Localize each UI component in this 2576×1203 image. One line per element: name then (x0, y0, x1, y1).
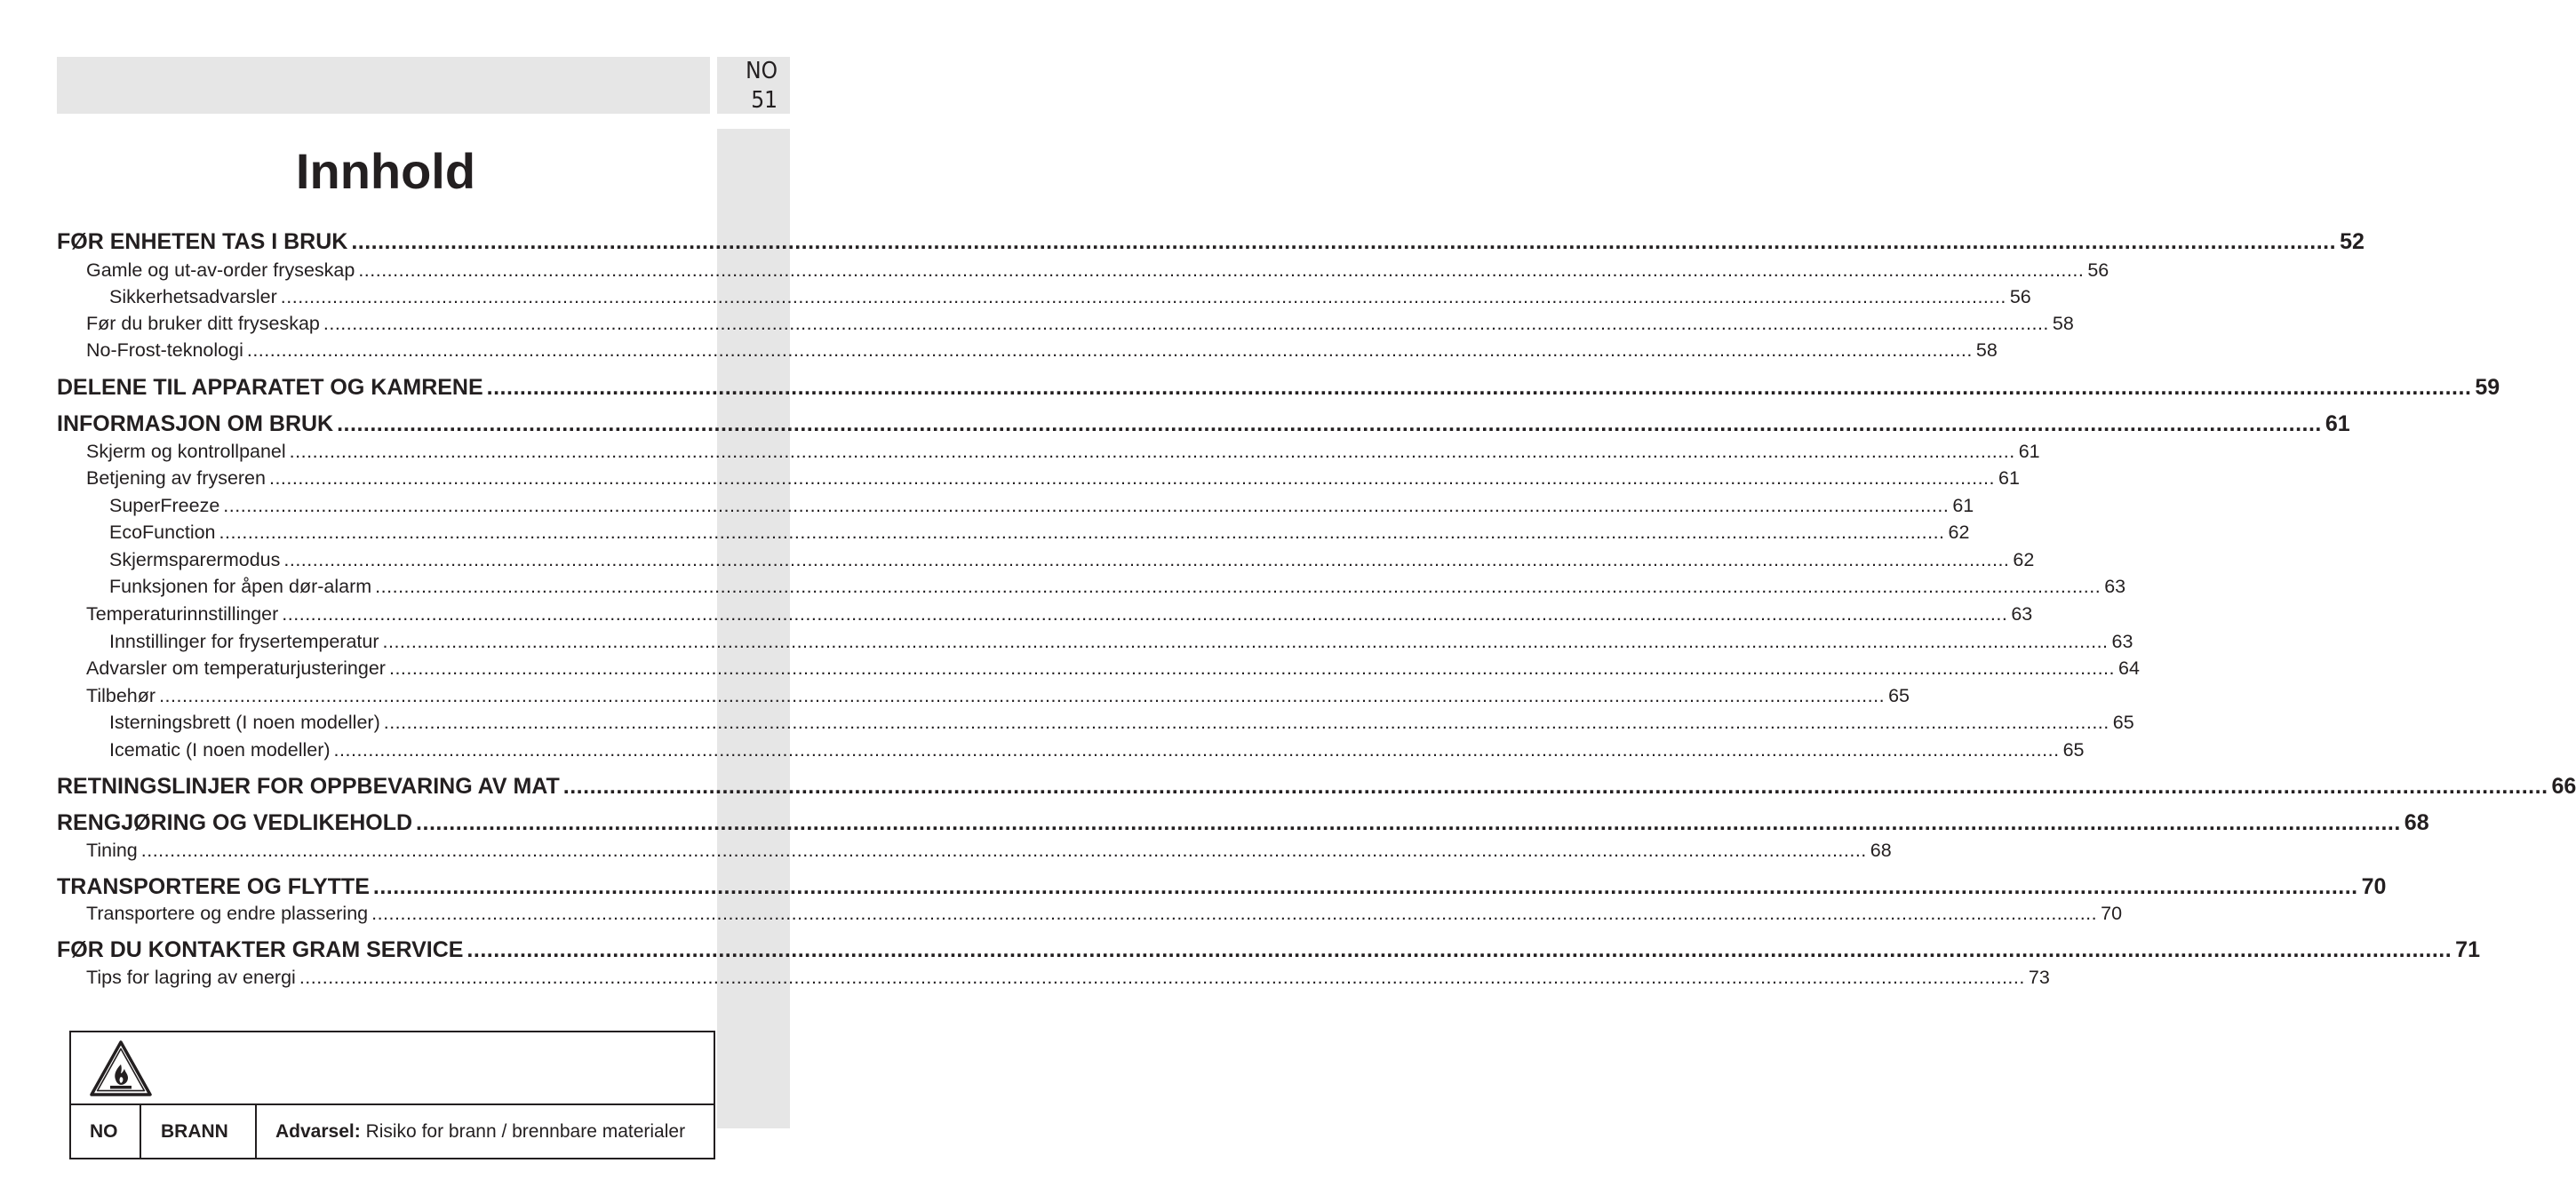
toc-leader-dots: ............................................................................................................................................................................................................................................................................................................ (280, 286, 2006, 307)
toc-leader-dots: ............................................................................................................................................................................................................................................................................................................ (282, 603, 2008, 625)
toc-entry[interactable] (86, 903, 2123, 925)
page-number: 51 (751, 87, 778, 114)
toc-leader-dots: ............................................................................................................................................................................................................................................................................................................ (299, 967, 2025, 988)
toc-entry[interactable] (86, 840, 1892, 862)
warning-language: NO (71, 1105, 141, 1158)
toc-entry[interactable] (109, 576, 2126, 598)
toc-leader-dots: ............................................................................................................................................................................................................................................................................................................ (382, 631, 2109, 652)
toc-leader-dots: ............................................................................................................................................................................................................................................................................................................ (467, 937, 2452, 962)
toc-leader-dots: ............................................................................................................................................................................................................................................................................................................ (159, 685, 1886, 706)
toc-entry-page: 61 (2018, 441, 2040, 462)
warning-label: Advarsel: (275, 1120, 361, 1142)
toc-entry[interactable] (109, 739, 2085, 761)
toc-entry-title: Sikkerhetsadvarsler (109, 286, 277, 307)
toc-entry-title: No-Frost-teknologi (86, 339, 243, 361)
toc-leader-dots: ............................................................................................................................................................................................................................................................................................................ (289, 441, 2015, 462)
warning-icon-row (71, 1032, 714, 1105)
toc-entry-page: 70 (2101, 903, 2123, 924)
toc-leader-dots: ............................................................................................................................................................................................................................................................................................................ (333, 739, 2060, 761)
toc-entry[interactable] (109, 522, 1970, 544)
page-title: Innhold (295, 143, 476, 199)
toc-leader-dots: ............................................................................................................................................................................................................................................................................................................ (358, 259, 2085, 281)
toc-entry-page: 71 (2455, 937, 2480, 962)
toc-leader-dots: ............................................................................................................................................................................................................................................................................................................ (337, 411, 2322, 436)
toc-entry[interactable] (86, 313, 2074, 335)
toc-entry[interactable] (109, 712, 2134, 734)
toc-entry[interactable] (109, 631, 2133, 653)
toc-entry-page: 63 (2104, 576, 2126, 597)
toc-entry[interactable] (86, 259, 2109, 282)
toc-entry-page: 56 (2087, 259, 2109, 281)
toc-leader-dots: ............................................................................................................................................................................................................................................................................................................ (375, 576, 2101, 597)
toc-entry-page: 59 (2475, 375, 2500, 400)
toc-entry[interactable] (57, 937, 2480, 963)
toc-entry-page: 63 (2111, 631, 2133, 652)
toc-entry[interactable] (57, 375, 2500, 401)
toc-entry-title: Før du bruker ditt fryseskap (86, 313, 320, 334)
toc-entry[interactable] (57, 411, 2350, 437)
toc-entry-page: 65 (2112, 712, 2134, 733)
toc-entry[interactable] (57, 229, 2365, 255)
toc-entry-title: Advarsler om temperaturjusteringer (86, 657, 386, 679)
toc-entry-title: Icematic (I noen modeller) (109, 739, 331, 761)
toc-entry-title: Isterningsbrett (I noen modeller) (109, 712, 380, 733)
warning-category: BRANN (141, 1105, 257, 1158)
toc-entry[interactable] (109, 549, 2035, 571)
toc-leader-dots: ............................................................................................................................................................................................................................................................................................................ (283, 549, 2010, 570)
toc-entry-page: 52 (2340, 229, 2365, 254)
toc-entry-title: RENGJØRING OG VEDLIKEHOLD (57, 810, 413, 835)
toc-entry-title: Skjermsparermodus (109, 549, 281, 570)
toc-entry-page: 61 (2325, 411, 2350, 436)
toc-entry[interactable] (86, 967, 2050, 989)
page-tab (717, 57, 790, 114)
toc-leader-dots: ............................................................................................................................................................................................................................................................................................................ (140, 840, 1867, 861)
toc-entry[interactable] (86, 685, 1910, 707)
toc-leader-dots: ............................................................................................................................................................................................................................................................................................................ (268, 467, 1996, 489)
toc-entry-title: Tips for lagring av energi (86, 967, 296, 988)
toc-entry-title: Skjerm og kontrollpanel (86, 441, 286, 462)
toc-leader-dots: ............................................................................................................................................................................................................................................................................................................ (219, 522, 1945, 543)
toc-leader-dots: ............................................................................................................................................................................................................................................................................................................ (388, 657, 2115, 679)
toc-entry-page: 70 (2361, 874, 2387, 899)
toc-entry[interactable] (86, 603, 2033, 625)
header-band (57, 57, 710, 114)
toc-entry-page: 61 (1952, 495, 1974, 516)
toc-entry[interactable] (86, 441, 2040, 463)
toc-entry-title: Funksjonen for åpen dør-alarm (109, 576, 372, 597)
toc-leader-dots: ............................................................................................................................................................................................................................................................................................................ (246, 339, 1973, 361)
toc-entry-title: EcoFunction (109, 522, 216, 543)
toc-entry-title: Betjening av fryseren (86, 467, 266, 489)
toc-entry-page: 56 (2009, 286, 2031, 307)
toc-entry-title: FØR DU KONTAKTER GRAM SERVICE (57, 937, 464, 962)
toc-leader-dots: ............................................................................................................................................................................................................................................................................................................ (371, 903, 2098, 924)
toc-entry[interactable] (86, 657, 2140, 680)
toc-entry-page: 73 (2028, 967, 2050, 988)
toc-leader-dots: ............................................................................................................................................................................................................................................................................................................ (323, 313, 2049, 334)
toc-entry[interactable] (57, 874, 2387, 900)
toc-leader-dots: ............................................................................................................................................................................................................................................................................................................ (223, 495, 1950, 516)
toc-entry-page: 66 (2551, 774, 2576, 799)
warning-description (257, 1105, 714, 1158)
toc-entry-page: 62 (1948, 522, 1970, 543)
toc-leader-dots: ............................................................................................................................................................................................................................................................................................................ (486, 375, 2472, 400)
toc-entry[interactable] (86, 339, 1998, 362)
toc-entry[interactable] (109, 286, 2031, 308)
toc-entry-page: 68 (2404, 810, 2429, 835)
toc-entry-title: Transportere og endre plassering (86, 903, 369, 924)
toc-entry-title: Gamle og ut-av-order fryseskap (86, 259, 355, 281)
toc-leader-dots: ............................................................................................................................................................................................................................................................................................................ (351, 229, 2337, 254)
toc-entry[interactable] (109, 495, 1974, 517)
toc-entry[interactable] (57, 774, 2576, 800)
toc-entry-title: Temperaturinnstillinger (86, 603, 279, 625)
toc-entry-page: 61 (1998, 467, 2020, 489)
flammable-warning-icon (89, 1040, 153, 1098)
toc-leader-dots: ............................................................................................................................................................................................................................................................................................................ (372, 874, 2358, 899)
toc-entry[interactable] (86, 467, 2020, 490)
toc-entry-title: Tining (86, 840, 138, 861)
toc-entry-title: TRANSPORTERE OG FLYTTE (57, 874, 370, 899)
toc-entry-title: SuperFreeze (109, 495, 220, 516)
toc-leader-dots: ............................................................................................................................................................................................................................................................................................................ (416, 810, 2401, 835)
toc-entry-page: 58 (2052, 313, 2074, 334)
toc-entry-page: 65 (2062, 739, 2085, 761)
toc-entry-page: 58 (1975, 339, 1998, 361)
toc-entry-page: 64 (2118, 657, 2140, 679)
toc-entry[interactable] (57, 810, 2429, 836)
toc-entry-title: FØR ENHETEN TAS I BRUK (57, 229, 348, 254)
toc-entry-title: INFORMASJON OM BRUK (57, 411, 334, 436)
toc-entry-page: 63 (2011, 603, 2033, 625)
toc-entry-page: 62 (2013, 549, 2035, 570)
toc-entry-page: 68 (1870, 840, 1892, 861)
toc-entry-title: RETNINGSLINJER FOR OPPBEVARING AV MAT (57, 774, 560, 799)
toc-entry-title: Tilbehør (86, 685, 156, 706)
toc-entry-page: 65 (1888, 685, 1910, 706)
toc-leader-dots: ............................................................................................................................................................................................................................................................................................................ (562, 774, 2548, 799)
toc-entry-title: Innstillinger for frysertemperatur (109, 631, 379, 652)
toc-entry-title: DELENE TIL APPARATET OG KAMRENE (57, 375, 483, 400)
warning-box (69, 1031, 715, 1159)
warning-text: Risiko for brann / brennbare materialer (365, 1120, 686, 1142)
language-code: NO (746, 58, 778, 84)
toc-leader-dots: ............................................................................................................................................................................................................................................................................................................ (383, 712, 2109, 733)
